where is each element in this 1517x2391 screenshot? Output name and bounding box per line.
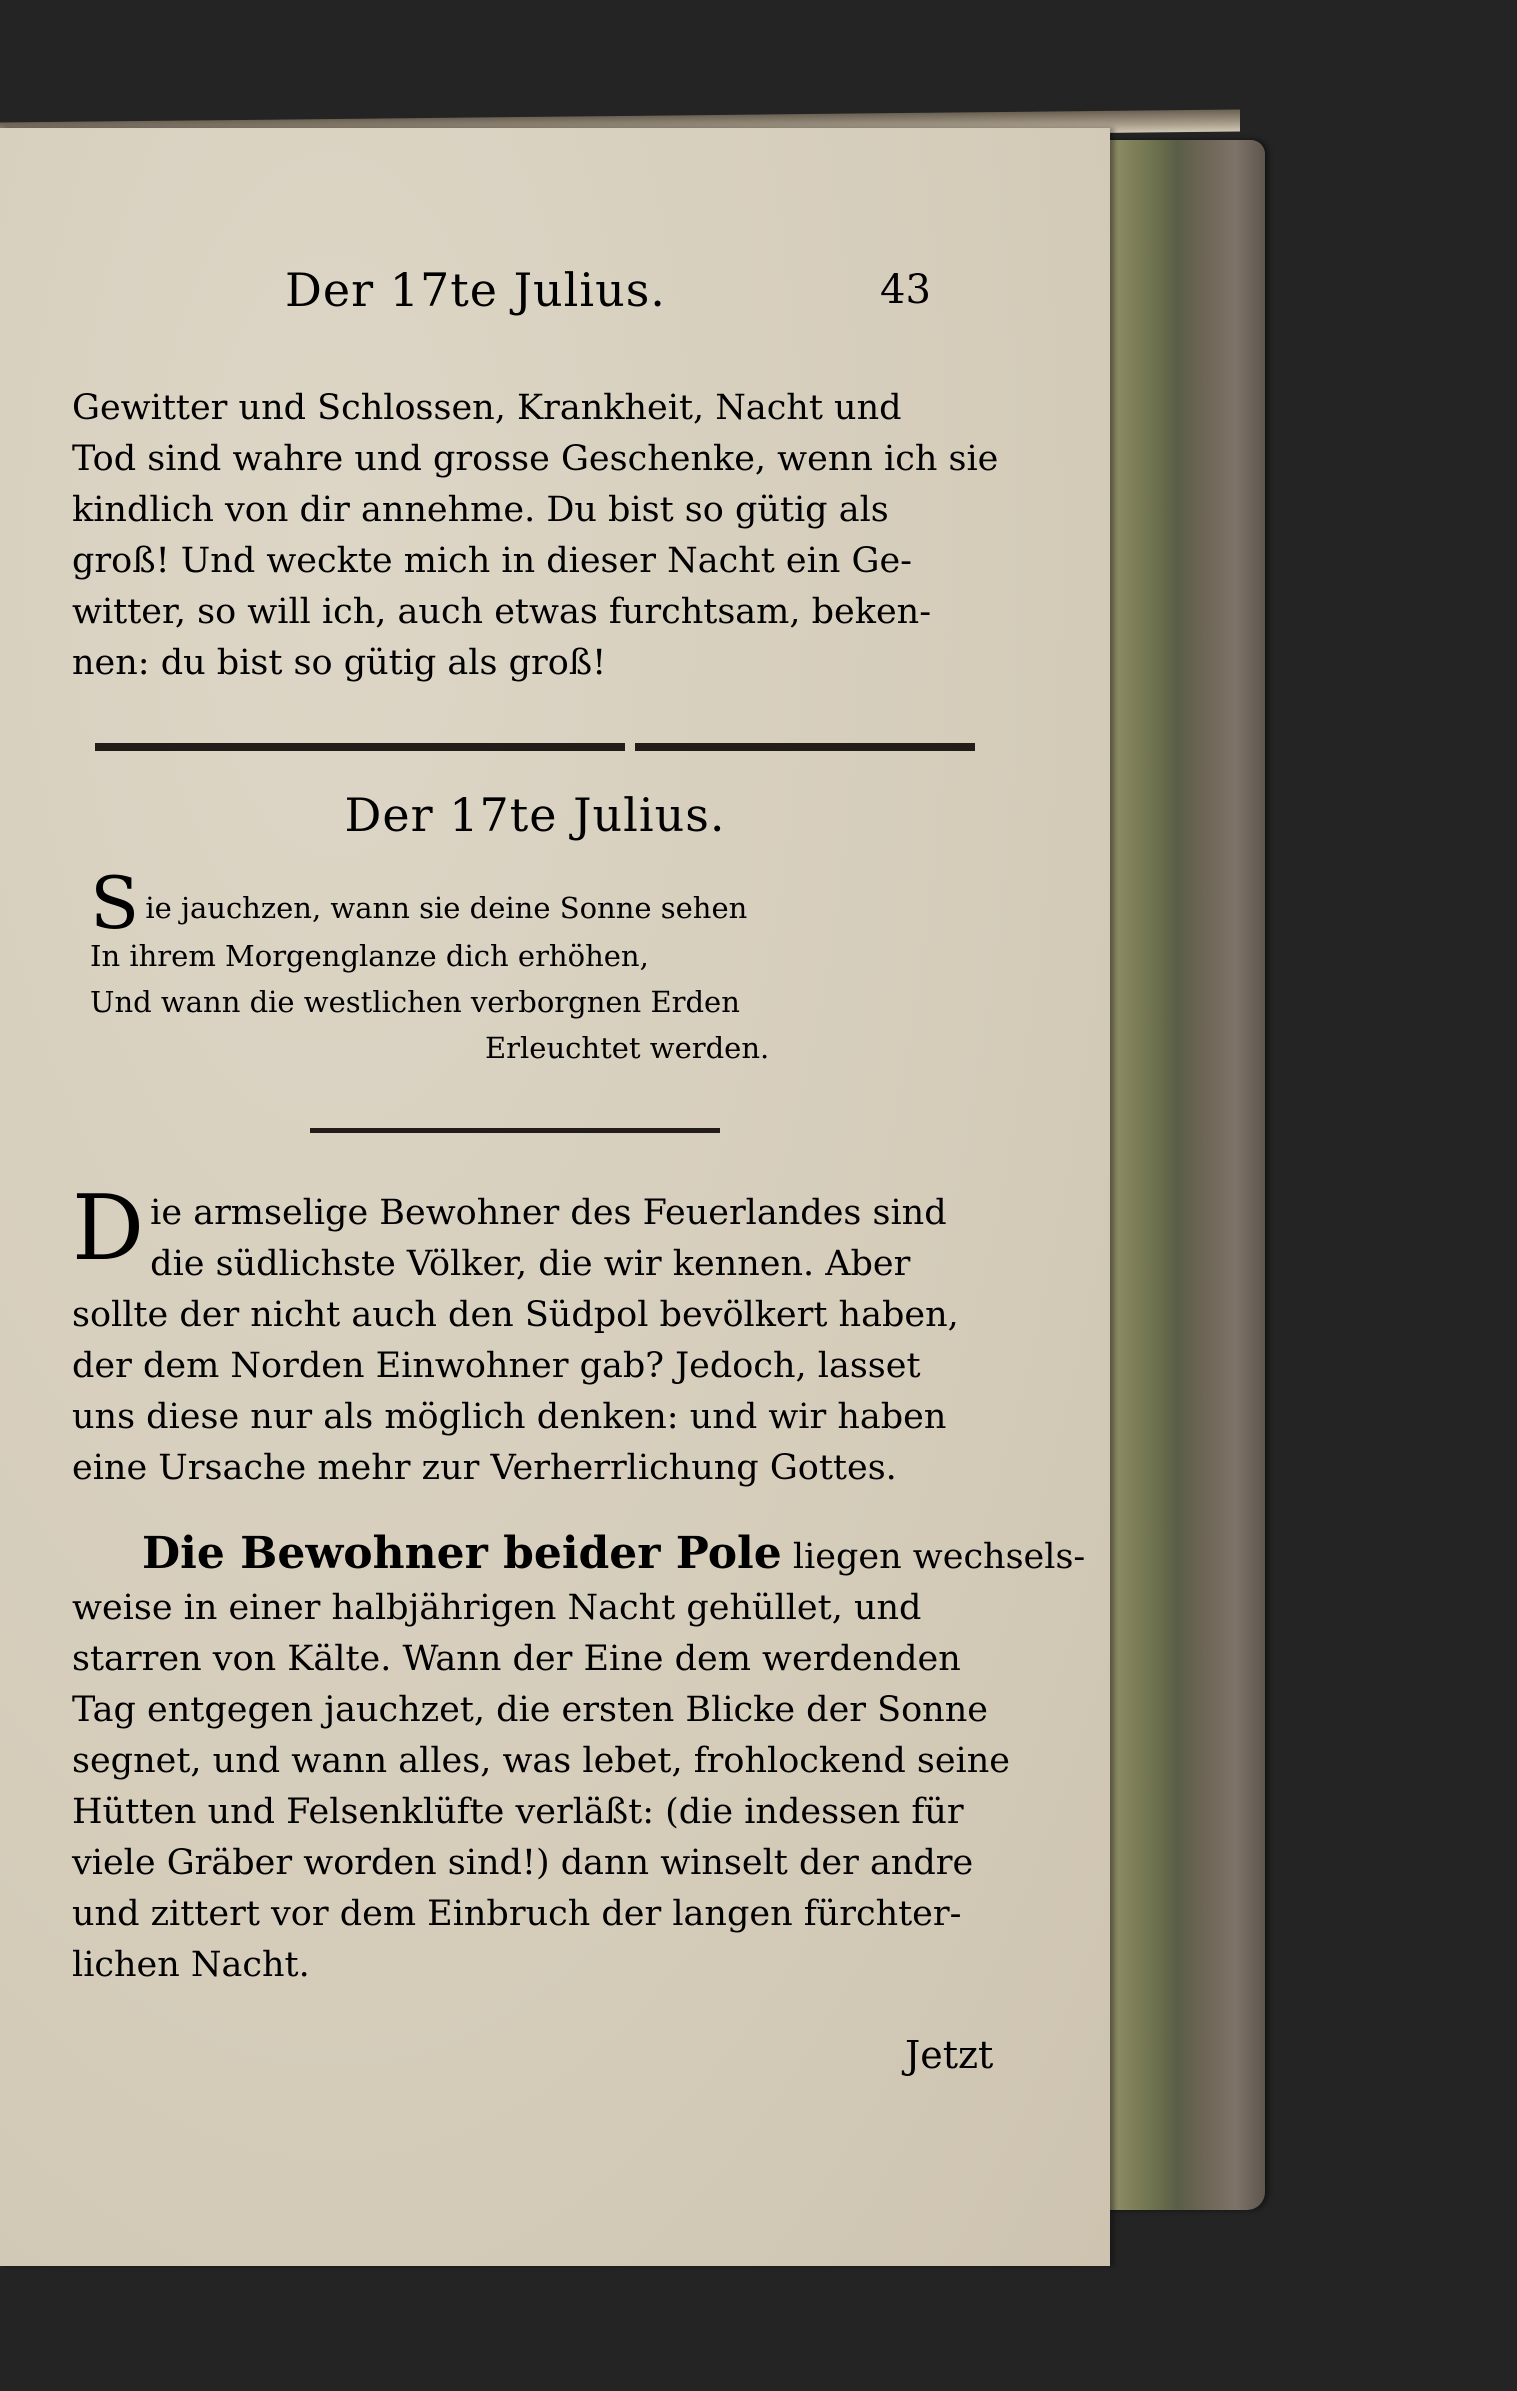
poem-dropcap: S: [90, 861, 140, 945]
paragraph-line: uns diese nur als möglich denken: und wir haben: [72, 1397, 947, 1437]
paragraph-line: und zittert vor dem Einbruch der langen fürchter-: [72, 1894, 962, 1934]
paragraph-line: kindlich von dir annehme. Du bist so gütig als: [72, 490, 889, 530]
poem-line: Und wann die westlichen verborgnen Erden: [90, 985, 740, 1019]
paragraph-line: Tod sind wahre und grosse Geschenke, wenn ich sie: [72, 439, 999, 479]
paragraph-line: eine Ursache mehr zur Verherrlichung Gottes.: [72, 1448, 897, 1488]
divider-segment: [635, 743, 975, 751]
paragraph-3: [72, 1528, 1086, 1991]
paragraph-line: Gewitter und Schlossen, Krankheit, Nacht und: [72, 388, 902, 428]
section-divider-double: [95, 743, 975, 753]
paragraph-line: witter, so will ich, auch etwas furchtsam, beken-: [72, 592, 932, 632]
paragraph-dropcap: D: [72, 1176, 145, 1281]
paragraph-line: starren von Kälte. Wann der Eine dem werdenden: [72, 1639, 961, 1679]
page-number: 43: [880, 267, 931, 313]
paragraph-3-text: [72, 1528, 1086, 1991]
paragraph-2-text: [72, 1176, 1012, 1494]
paragraph-line: nen: du bist so gütig als groß!: [72, 643, 607, 683]
running-title: Der 17te Julius.: [285, 263, 666, 317]
paragraph-line: der dem Norden Einwohner gab? Jedoch, lasset: [72, 1346, 921, 1386]
poem-line: ie jauchzen, wann sie deine Sonne sehen: [145, 891, 748, 925]
short-divider: [310, 1128, 720, 1133]
catchword: Jetzt: [905, 2033, 994, 2077]
book-page: [0, 128, 1110, 2266]
paragraph-line: segnet, und wann alles, was lebet, frohlockend seine: [72, 1741, 1011, 1781]
paragraph-line: groß! Und weckte mich in dieser Nacht ein Ge-: [72, 541, 912, 581]
poem-line: Erleuchtet werden.: [485, 1031, 770, 1065]
paragraph-line-rest: liegen wechsels-: [781, 1537, 1086, 1577]
paragraph-line: Hütten und Felsenklüfte verläßt: (die indessen für: [72, 1792, 964, 1832]
paragraph-1-text: [72, 383, 1012, 689]
paragraph-line: die südlichste Völker, die wir kennen. Aber: [150, 1244, 911, 1284]
divider-segment: [95, 743, 625, 751]
paragraph-1: [72, 383, 1012, 689]
paragraph-line: sollte der nicht auch den Südpol bevölkert haben,: [72, 1295, 959, 1335]
paragraph-2: [72, 1176, 1012, 1494]
poem-line: In ihrem Morgenglanze dich erhöhen,: [90, 939, 649, 973]
paragraph-line: viele Gräber worden sind!) dann winselt der andre: [72, 1843, 974, 1883]
paragraph-line: ie armselige Bewohner des Feuerlandes sind: [150, 1193, 947, 1233]
paragraph-line: Tag entgegen jauchzet, die ersten Blicke der Sonne: [72, 1690, 988, 1730]
running-head: [0, 263, 1010, 323]
poem: [90, 861, 890, 1071]
paragraph-line: lichen Nacht.: [72, 1945, 310, 1985]
paragraph-lead: Die Bewohner beider Pole: [142, 1528, 782, 1579]
section-heading: Der 17te Julius.: [344, 788, 726, 842]
paragraph-line: [72, 1528, 1086, 1583]
paragraph-line: weise in einer halbjährigen Nacht gehüllet, und: [72, 1588, 922, 1628]
book: [0, 128, 1265, 2278]
